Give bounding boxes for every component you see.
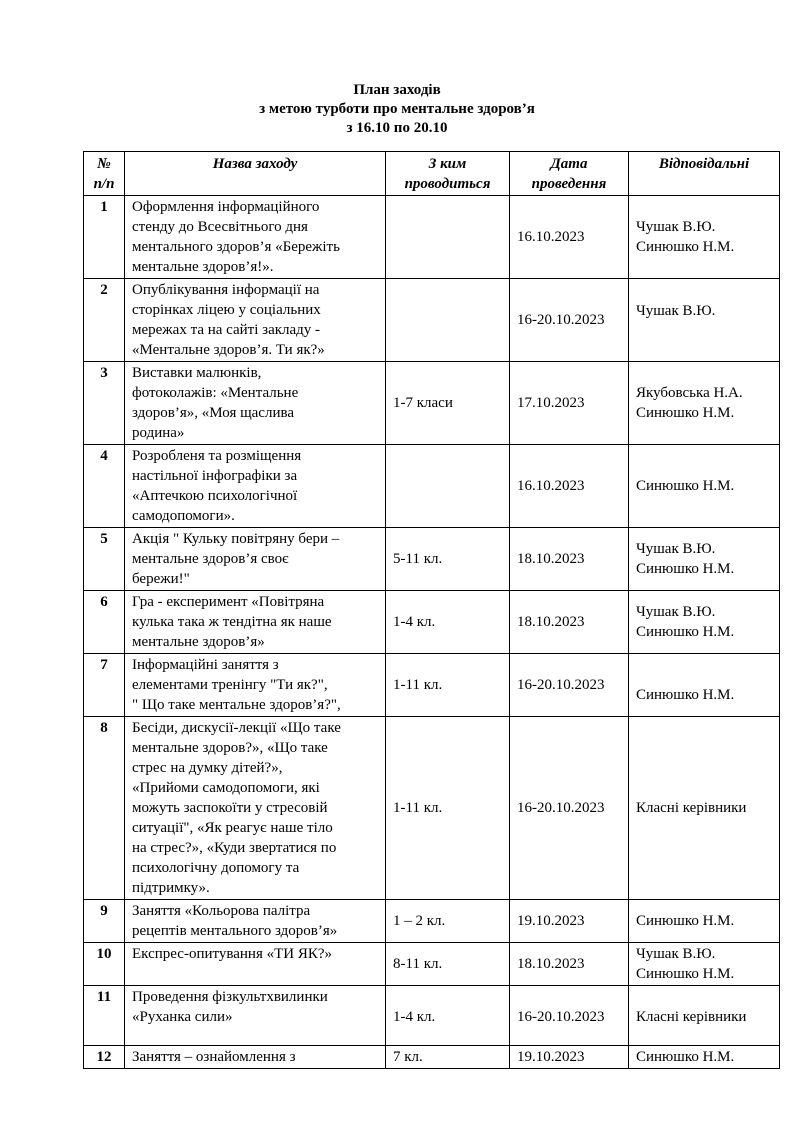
- responsible: Класні керівники: [629, 717, 780, 900]
- event-name: Акція " Кульку повітряну бери – ментальне здоров’я своє бережи!": [125, 528, 386, 591]
- table-row: [84, 528, 780, 591]
- header-number: № п/п: [84, 152, 125, 196]
- row-number: 10: [84, 943, 125, 986]
- row-number: 7: [84, 654, 125, 717]
- event-date: 18.10.2023: [510, 528, 629, 591]
- table-row: [84, 279, 780, 362]
- row-number: 8: [84, 717, 125, 900]
- participants: 1-4 кл.: [386, 986, 510, 1046]
- participants: 8-11 кл.: [386, 943, 510, 986]
- row-number: 3: [84, 362, 125, 445]
- event-name: Гра - експеримент «Повітряна кулька така ж тендітна як наше ментальне здоров’я»: [125, 591, 386, 654]
- table-row: [84, 591, 780, 654]
- event-date: 16.10.2023: [510, 445, 629, 528]
- responsible: Класні керівники: [629, 986, 780, 1046]
- participants: 7 кл.: [386, 1046, 510, 1069]
- responsible: Чушак В.Ю. Синюшко Н.М.: [629, 528, 780, 591]
- participants: 1-4 кл.: [386, 591, 510, 654]
- table-row: [84, 717, 780, 900]
- responsible: Синюшко Н.М.: [629, 654, 780, 717]
- event-name: Заняття «Кольорова палітра рецептів ментального здоров’я»: [125, 900, 386, 943]
- event-date: 18.10.2023: [510, 943, 629, 986]
- event-date: 16.10.2023: [510, 196, 629, 279]
- participants: [386, 279, 510, 362]
- table-row: [84, 943, 780, 986]
- participants: [386, 445, 510, 528]
- responsible: Синюшко Н.М.: [629, 445, 780, 528]
- page-period: з 16.10 по 20.10: [346, 120, 448, 136]
- event-date: 16-20.10.2023: [510, 717, 629, 900]
- event-name: Виставки малюнків, фотоколажів: «Ментальне здоров’я», «Моя щаслива родина»: [125, 362, 386, 445]
- event-date: 16-20.10.2023: [510, 986, 629, 1046]
- header-participants: З ким проводиться: [386, 152, 510, 196]
- event-name: Проведення фізкультхвилинки «Руханка сили»: [125, 986, 386, 1046]
- header-date: Дата проведення: [510, 152, 629, 196]
- event-name: Бесіди, дискусії-лекції «Що таке ментальне здоров?», «Що таке стрес на думку дітей?», «Прийоми самодопомоги, які можуть заспокоїти у стресовій ситуації", «Як реагує наше тіло на стрес?», «Куди звертатися по психологічну допомогу та підтримку».: [125, 717, 386, 900]
- participants: 1-11 кл.: [386, 654, 510, 717]
- table-row: [84, 900, 780, 943]
- event-name: Інформаційні заняття з елементами тренінгу "Ти як?", " Що таке ментальне здоров’я?",: [125, 654, 386, 717]
- table-row: [84, 445, 780, 528]
- participants: 1-7 класи: [386, 362, 510, 445]
- header-event-name: Назва заходу: [125, 152, 386, 196]
- row-number: 9: [84, 900, 125, 943]
- table-row: [84, 654, 780, 717]
- table-header-row: [84, 152, 780, 196]
- row-number: 11: [84, 986, 125, 1046]
- page-title: План заходів: [353, 82, 441, 98]
- event-date: 19.10.2023: [510, 1046, 629, 1069]
- table-row: [84, 196, 780, 279]
- page-subtitle: з метою турботи про ментальне здоров’я: [259, 101, 535, 117]
- responsible: Чушак В.Ю.: [629, 279, 780, 362]
- event-name: Заняття – ознайомлення з: [125, 1046, 386, 1069]
- event-name: Оформлення інформаційного стенду до Всесвітнього дня ментального здоров’я «Бережіть ментальне здоров’я!».: [125, 196, 386, 279]
- event-date: 17.10.2023: [510, 362, 629, 445]
- row-number: 6: [84, 591, 125, 654]
- row-number: 2: [84, 279, 125, 362]
- participants: [386, 196, 510, 279]
- row-number: 4: [84, 445, 125, 528]
- event-date: 16-20.10.2023: [510, 654, 629, 717]
- responsible: Синюшко Н.М.: [629, 900, 780, 943]
- event-name: Розробленя та розміщення настільної інфографіки за «Аптечкою психологічної самодопомоги».: [125, 445, 386, 528]
- table-row: [84, 362, 780, 445]
- responsible: Синюшко Н.М.: [629, 1046, 780, 1069]
- responsible: Чушак В.Ю. Синюшко Н.М.: [629, 943, 780, 986]
- participants: 1 – 2 кл.: [386, 900, 510, 943]
- event-date: 18.10.2023: [510, 591, 629, 654]
- event-date: 16-20.10.2023: [510, 279, 629, 362]
- table-row: [84, 1046, 780, 1069]
- responsible: Чушак В.Ю. Синюшко Н.М.: [629, 591, 780, 654]
- responsible: Чушак В.Ю. Синюшко Н.М.: [629, 196, 780, 279]
- row-number: 5: [84, 528, 125, 591]
- event-name: Опублікування інформації на сторінках ліцею у соціальних мережах та на сайті закладу - «Ментальне здоров’я. Ти як?»: [125, 279, 386, 362]
- header-responsible: Відповідальні: [629, 152, 780, 196]
- row-number: 1: [84, 196, 125, 279]
- event-date: 19.10.2023: [510, 900, 629, 943]
- participants: 1-11 кл.: [386, 717, 510, 900]
- event-name: Експрес-опитування «ТИ ЯК?»: [125, 943, 386, 986]
- row-number: 12: [84, 1046, 125, 1069]
- table-row: [84, 986, 780, 1046]
- responsible: Якубовська Н.А. Синюшко Н.М.: [629, 362, 780, 445]
- participants: 5-11 кл.: [386, 528, 510, 591]
- events-table: [83, 151, 780, 1069]
